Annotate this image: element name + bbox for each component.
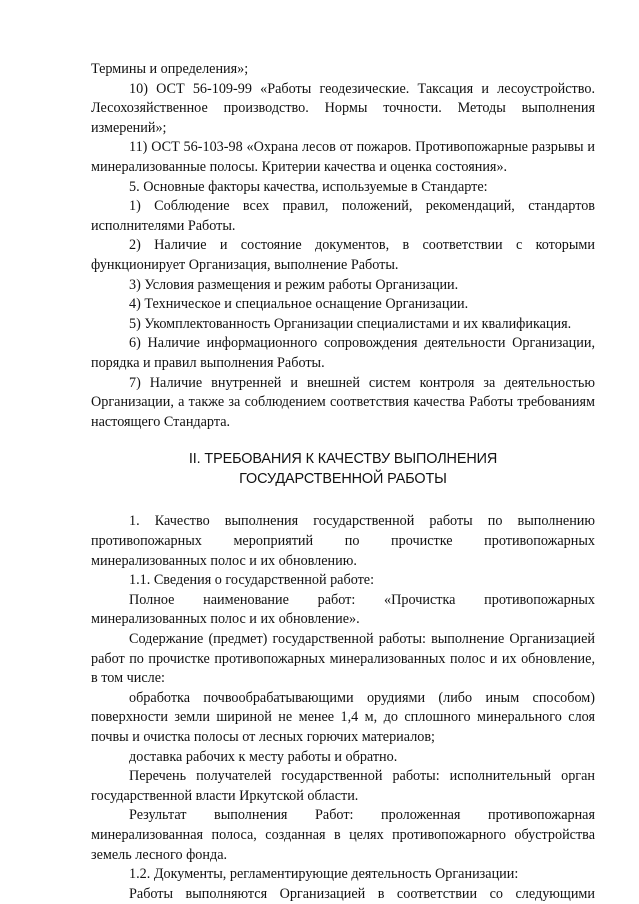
section-heading-line-1: II. ТРЕБОВАНИЯ К КАЧЕСТВУ ВЫПОЛНЕНИЯ (188, 451, 498, 468)
paragraphs-top (91, 60, 595, 432)
paragraph: Перечень получателей государственной работы: исполнительный орган государственной власти Иркутской области. (91, 768, 595, 804)
paragraph: 1.1. Сведения о государственной работе: (129, 572, 375, 589)
paragraph: 5) Укомплектованность Организации специалистами и их квалификация. (129, 315, 572, 332)
paragraph: 4) Техническое и специальное оснащение Организации. (129, 296, 469, 313)
paragraph: 1. Качество выполнения государственной работы по выполнению противопожарных мероприятий по прочистке противопожарных минерализованных полос и их обновлению. (91, 513, 595, 569)
paragraph: доставка рабочих к месту работы и обратно. (129, 748, 398, 765)
paragraph: Термины и определения»; (91, 61, 249, 77)
paragraph: обработка почвообрабатывающими орудиями (либо иным способом) поверхности земли шириной не менее 1,4 м, до сплошного минерального слоя почвы и очистка полосы от лесных горючих материалов; (91, 689, 595, 745)
paragraph: 7) Наличие внутренней и внешней систем контроля за деятельностью Организации, а также за соблюдением соответствия качества Работы требованиям настоящего Стандарта. (91, 374, 595, 430)
section-heading-line-2: ГОСУДАРСТВЕННОЙ РАБОТЫ (239, 470, 447, 487)
paragraph: 11) ОСТ 56-103-98 «Охрана лесов от пожаров. Противопожарные разрывы и минерализованные полосы. Критерии качества и оценка состояния». (91, 139, 595, 175)
document-page (91, 60, 595, 904)
paragraph: 10) ОСТ 56-109-99 «Работы геодезические. Таксация и лесоустройство. Лесохозяйственное производство. Нормы точности. Методы выполнения измерений»; (91, 80, 595, 136)
paragraph: 1.2. Документы, регламентирующие деятельность Организации: (129, 866, 519, 883)
paragraphs-bottom (91, 512, 595, 904)
paragraph: 6) Наличие информационного сопровождения деятельности Организации, порядка и правил выполнения Работы. (91, 335, 595, 371)
paragraph: Содержание (предмет) государственной работы: выполнение Организацией работ по прочистке противопожарных минерализованных полос и их обновление, в том числе: (91, 631, 595, 687)
section-heading (91, 450, 595, 489)
paragraph: 5. Основные факторы качества, используемые в Стандарте: (129, 178, 488, 195)
paragraph: Результат выполнения Работ: проложенная противопожарная минерализованная полоса, созданная в целях противопожарного обустройства земель лесного фонда. (91, 807, 595, 863)
paragraph: 1) Соблюдение всех правил, положений, рекомендаций, стандартов исполнителями Работы. (91, 198, 595, 234)
paragraph: Работы выполняются Организацией в соответствии со следующими (129, 885, 595, 902)
paragraph: Полное наименование работ: «Прочистка противопожарных минерализованных полос и их обновление». (91, 591, 595, 628)
paragraph: 3) Условия размещения и режим работы Организации. (129, 276, 459, 293)
paragraph: 2) Наличие и состояние документов, в соответствии с которыми функционирует Организация, выполнение Работы. (91, 237, 595, 273)
